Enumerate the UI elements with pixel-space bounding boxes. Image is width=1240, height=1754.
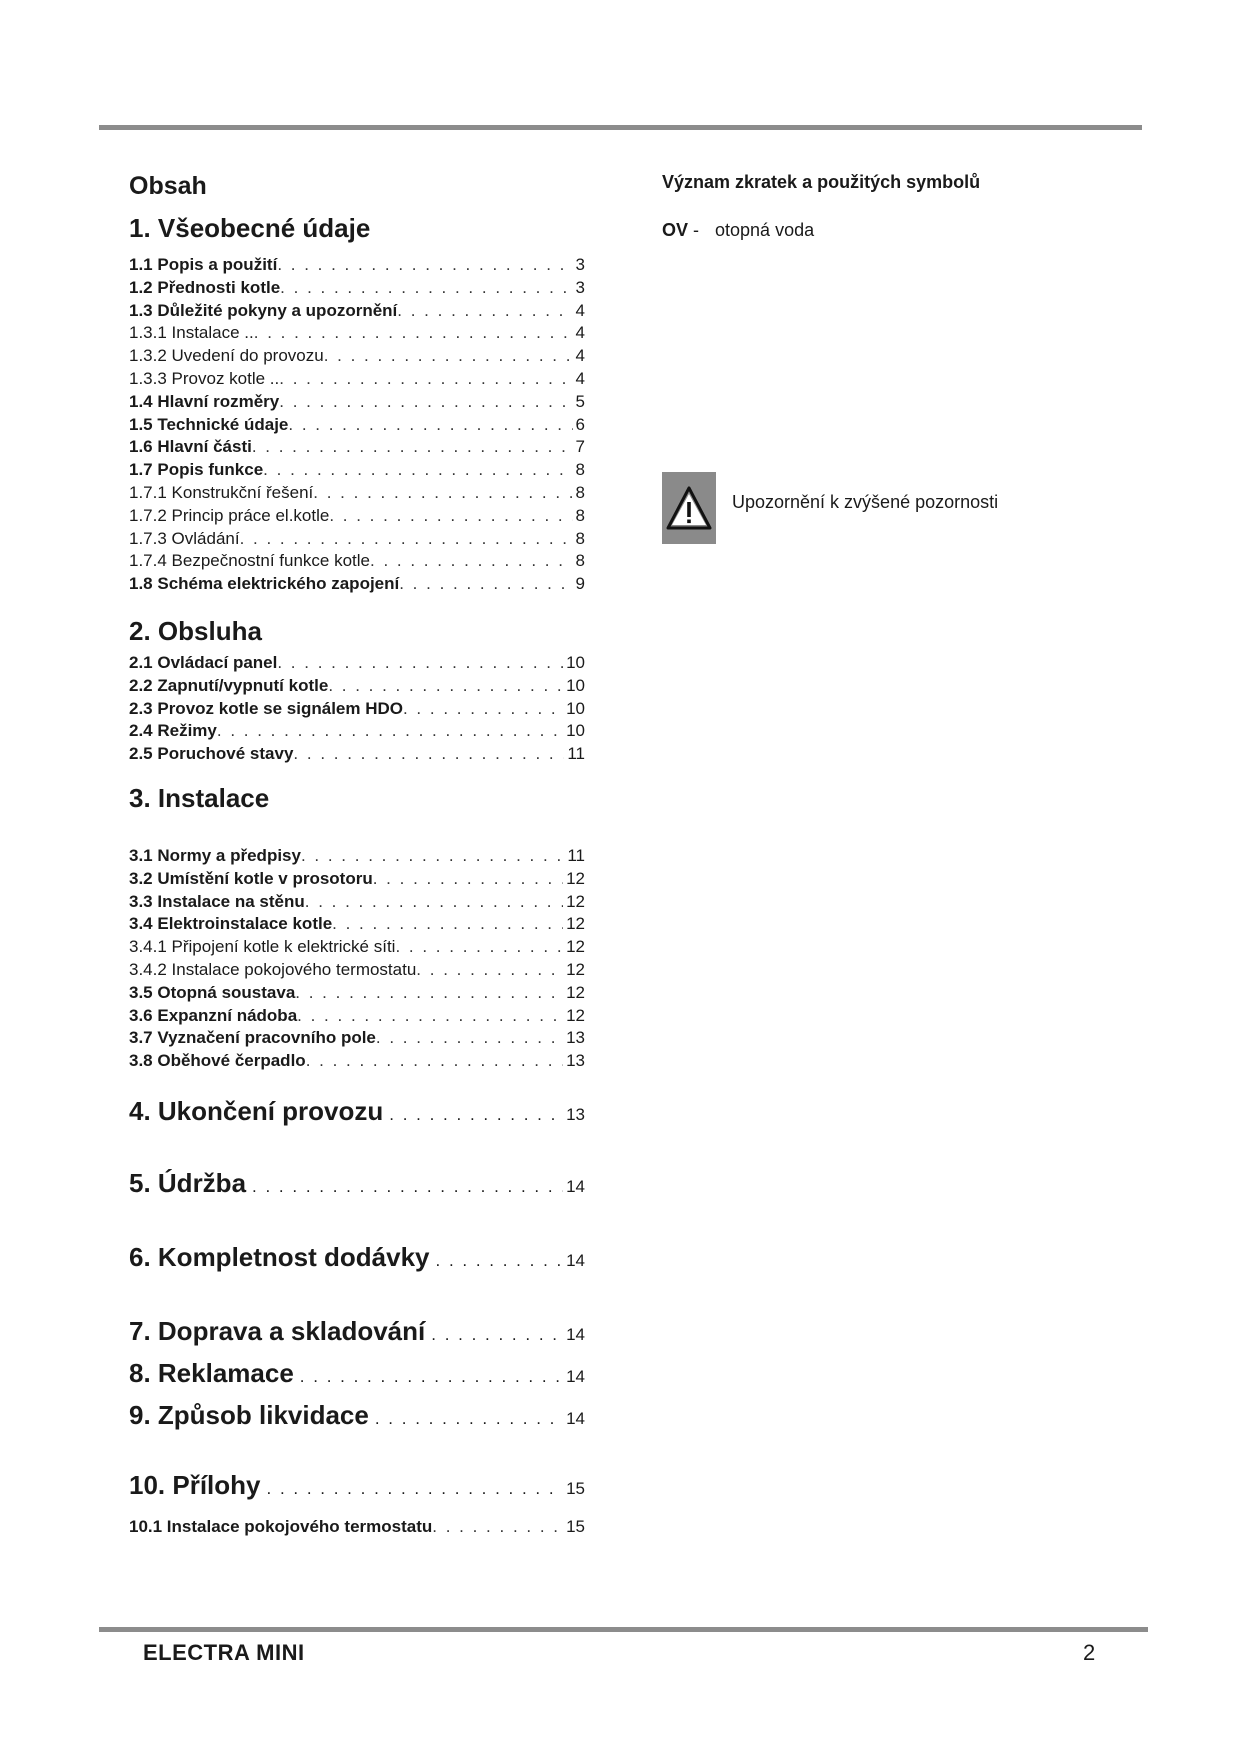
toc-entry <box>129 891 585 914</box>
toc-entry <box>129 982 585 1005</box>
toc-entry <box>129 1027 585 1050</box>
toc-leader <box>301 845 564 868</box>
toc-leader <box>403 698 563 721</box>
toc-page-number: 14 <box>566 1367 585 1386</box>
toc-leader <box>277 652 563 675</box>
toc-entry <box>129 913 585 936</box>
toc-entry-label: 1.4 Hlavní rozměry <box>129 391 280 411</box>
toc-entry-label: 1.1 Popis a použití <box>129 255 278 274</box>
warning-triangle-icon <box>662 472 716 544</box>
toc-entry <box>129 528 585 551</box>
toc-entry <box>129 254 585 277</box>
toc-entry-label: 3.4.1 Připojení kotle k elektrické síti <box>129 937 396 957</box>
toc-entry <box>129 652 585 675</box>
toc-page-number: 10 <box>566 675 585 695</box>
toc-page-number: 8 <box>575 505 585 525</box>
toc-leader <box>370 550 573 573</box>
toc-leader <box>279 391 572 414</box>
abbreviation-value: otopná voda <box>715 220 815 240</box>
toc-entry <box>129 698 585 721</box>
toc-title: Obsah <box>129 172 207 200</box>
toc-leader <box>279 368 572 391</box>
toc-entry-label: 3.7 Vyznačení pracovního pole <box>129 1028 376 1048</box>
toc-page-number: 3 <box>575 277 585 297</box>
toc-page-number: 14 <box>566 1325 585 1344</box>
toc-entry <box>129 505 585 528</box>
toc-entry <box>129 322 585 345</box>
toc-leader <box>425 1325 563 1345</box>
toc-big-entry-4 <box>129 1096 585 1127</box>
toc-page-number: 4 <box>575 300 585 320</box>
toc-leader <box>376 1027 563 1050</box>
toc-leader <box>305 891 563 914</box>
toc-leader <box>288 414 572 437</box>
toc-big-entry-7 <box>129 1316 585 1347</box>
toc-page-number: 8 <box>575 551 585 571</box>
toc-leader <box>324 345 573 368</box>
toc-entry-label: 1.6 Hlavní části <box>129 437 252 457</box>
toc-page-number: 13 <box>566 1028 585 1048</box>
toc-leader <box>369 1409 563 1429</box>
toc-page-number: 13 <box>566 1105 585 1124</box>
toc-entry-label: 3.4.2 Instalace pokojového termostatu <box>129 959 417 979</box>
toc-entry-label: 1.3.2 Uvedení do provozu <box>129 346 324 366</box>
toc-entry <box>129 936 585 959</box>
toc-big-label: 9. Způsob likvidace <box>129 1400 369 1430</box>
toc-entry <box>129 573 585 596</box>
toc-big-label: 4. Ukončení provozu <box>129 1096 384 1126</box>
toc-big-label: 7. Doprava a skladování <box>129 1316 426 1346</box>
toc-leader <box>293 743 564 766</box>
toc-page-number: 14 <box>566 1409 585 1428</box>
toc-leader <box>430 1251 564 1271</box>
section-3-heading: 3. Instalace <box>129 783 270 813</box>
toc-leader <box>399 573 572 596</box>
toc-leader <box>383 1105 563 1125</box>
bottom-rule <box>99 1627 1148 1632</box>
toc-entry-label: 1.3.1 Instalace .. <box>129 323 254 343</box>
toc-entry-label: 3.4 Elektroinstalace kotle <box>129 914 333 934</box>
toc-big-entry-5 <box>129 1168 585 1199</box>
toc-entry <box>129 414 585 437</box>
toc-entry <box>129 368 585 391</box>
toc-entry <box>129 1050 585 1073</box>
top-rule <box>99 125 1142 130</box>
toc-entry-label: 2.2 Zapnutí/vypnutí kotle <box>129 675 329 695</box>
toc-page-number: 9 <box>575 574 585 594</box>
toc-entry <box>129 277 585 300</box>
toc-entry-label: 2.1 Ovládací panel <box>129 653 278 672</box>
toc-leader <box>373 868 563 891</box>
toc-entry <box>129 459 585 482</box>
toc-entry-label: 1.2 Přednosti kotle <box>129 277 281 297</box>
toc-page-number: 12 <box>566 1005 585 1025</box>
toc-big-entry-9 <box>129 1400 585 1431</box>
toc-leader <box>254 322 573 345</box>
toc-page-number: 4 <box>575 323 585 343</box>
toc-big-entry-6 <box>129 1242 585 1273</box>
toc-page-number: 10 <box>566 721 585 741</box>
toc-entry <box>129 550 585 573</box>
toc-big-entry-8 <box>129 1358 585 1389</box>
toc-entry <box>129 959 585 982</box>
toc-leader <box>263 459 572 482</box>
toc-page-number: 4 <box>575 368 585 388</box>
toc-entry-label: 1.3.3 Provoz kotle .. <box>129 368 280 388</box>
toc-entry-label: 3.8 Oběhové čerpadlo <box>129 1051 306 1071</box>
toc-list-section-2 <box>129 652 585 766</box>
toc-leader <box>432 1516 563 1539</box>
toc-page-number: 8 <box>575 460 585 480</box>
toc-entry <box>129 300 585 323</box>
toc-entry-label: 1.8 Schéma elektrického zapojení <box>129 574 400 594</box>
toc-entry-label: 3.3 Instalace na stěnu <box>129 891 305 911</box>
section-1-heading: 1. Všeobecné údaje <box>129 213 371 243</box>
toc-big-label: 5. Údržba <box>129 1168 247 1198</box>
toc-big-label: 10. Přílohy <box>129 1470 261 1500</box>
toc-leader <box>397 300 572 323</box>
toc-entry-label: 1.3 Důležité pokyny a upozornění <box>129 300 398 320</box>
toc-leader <box>395 936 563 959</box>
warning-description: Upozornění k zvýšené pozornosti <box>732 492 999 512</box>
toc-entry <box>129 868 585 891</box>
toc-leader <box>297 1005 563 1028</box>
toc-entry <box>129 845 585 868</box>
toc-entry-label: 3.2 Umístění kotle v prosotoru <box>129 868 373 888</box>
toc-page-number: 12 <box>566 914 585 934</box>
toc-entry-label: 1.7.3 Ovládání <box>129 528 240 548</box>
toc-page-number: 15 <box>566 1517 585 1536</box>
toc-page-number: 15 <box>566 1479 585 1498</box>
section-2-heading: 2. Obsluha <box>129 616 262 646</box>
toc-page-number: 14 <box>566 1177 585 1196</box>
toc-list-section-1 <box>129 254 585 596</box>
toc-entry <box>129 391 585 414</box>
toc-entry-label: 3.1 Normy a předpisy <box>129 846 301 865</box>
toc-page-number: 14 <box>566 1251 585 1270</box>
toc-leader <box>332 913 563 936</box>
abbreviation-separator: - <box>688 220 700 240</box>
toc-entry-label: 3.5 Otopná soustava <box>129 982 296 1002</box>
toc-entry-label: 1.5 Technické údaje <box>129 414 289 434</box>
toc-leader <box>217 720 563 743</box>
toc-leader <box>280 277 572 300</box>
toc-entry <box>129 345 585 368</box>
toc-leader <box>328 675 563 698</box>
toc-page-number: 3 <box>575 255 585 274</box>
toc-entry-label: 1.7 Popis funkce <box>129 460 264 480</box>
toc-entry-label: 1.7.2 Princip práce el.kotle <box>129 505 330 525</box>
toc-page-number: 11 <box>567 744 585 764</box>
toc-entry <box>129 1005 585 1028</box>
toc-big-label: 8. Reklamace <box>129 1358 294 1388</box>
toc-page-number: 8 <box>575 482 585 502</box>
toc-leader <box>240 528 573 551</box>
toc-big-label: 6. Kompletnost dodávky <box>129 1242 430 1272</box>
toc-leader <box>313 482 572 505</box>
toc-page-number: 12 <box>566 959 585 979</box>
toc-leader <box>306 1050 563 1073</box>
toc-leader <box>277 254 572 277</box>
toc-entry <box>129 720 585 743</box>
toc-entry-label: 2.5 Poruchové stavy <box>129 744 294 764</box>
toc-leader <box>416 959 563 982</box>
toc-page-number: 12 <box>566 868 585 888</box>
toc-leader <box>329 505 572 528</box>
toc-leader <box>261 1479 564 1499</box>
legend-title: Význam zkratek a použitých symbolů <box>662 172 981 192</box>
toc-entry <box>129 1516 585 1539</box>
toc-page-number: 13 <box>566 1051 585 1071</box>
toc-entry-label: 2.4 Režimy <box>129 721 217 741</box>
toc-entry-label: 3.6 Expanzní nádoba <box>129 1005 298 1025</box>
toc-leader <box>246 1177 563 1197</box>
toc-entry <box>129 436 585 459</box>
toc-entry <box>129 675 585 698</box>
toc-page-number: 7 <box>575 437 585 457</box>
toc-page-number: 5 <box>575 391 585 411</box>
abbreviation-row <box>662 220 814 241</box>
toc-page-number: 11 <box>567 846 585 865</box>
toc-leader <box>294 1367 563 1387</box>
toc-list-section-3 <box>129 845 585 1073</box>
footer-brand: ELECTRA MINI <box>143 1640 305 1665</box>
toc-entry-label: 10.1 Instalace pokojového termostatu <box>129 1517 433 1536</box>
toc-page-number: 6 <box>575 414 585 434</box>
toc-entry-label: 1.7.1 Konstrukční řešení <box>129 482 314 502</box>
toc-entry <box>129 743 585 766</box>
toc-entry <box>129 482 585 505</box>
toc-page-number: 12 <box>566 982 585 1002</box>
toc-leader <box>295 982 563 1005</box>
toc-page-number: 12 <box>566 891 585 911</box>
toc-leader <box>252 436 573 459</box>
toc-page-number: 10 <box>566 698 585 718</box>
toc-entry-label: 1.7.4 Bezpečnostní funkce kotle <box>129 551 370 571</box>
toc-entry-label: 2.3 Provoz kotle se signálem HDO <box>129 698 403 718</box>
footer-page-number: 2 <box>1083 1640 1096 1665</box>
toc-page-number: 12 <box>566 937 585 957</box>
toc-page-number: 10 <box>566 653 585 672</box>
abbreviation-key: OV <box>662 220 689 240</box>
toc-big-entry-10 <box>129 1470 585 1501</box>
toc-page-number: 8 <box>575 528 585 548</box>
toc-list-section-10 <box>129 1516 585 1539</box>
toc-page-number: 4 <box>575 346 585 366</box>
